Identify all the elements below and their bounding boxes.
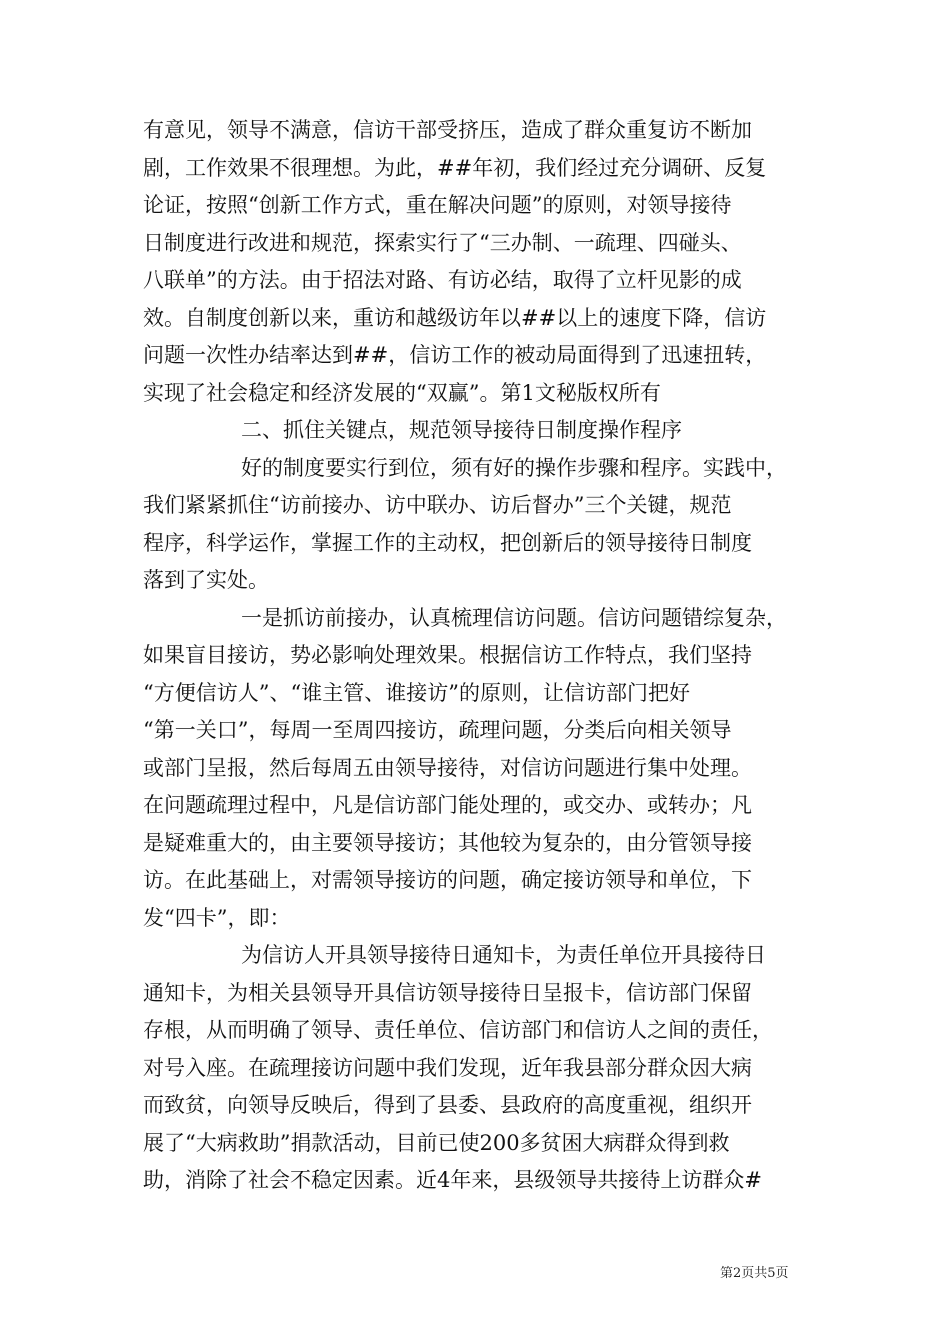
paragraph-line: 通知卡，为相关县领导开具信访领导接待日呈报卡，信访部门保留: [143, 980, 752, 1005]
text-line: 实现了社会稳定和经济发展的“双赢”。第1文秘版权所有: [143, 380, 661, 405]
paragraph-line: 落到了实处。: [143, 568, 269, 592]
paragraph-line: 访。在此基础上，对需领导接访的问题，确定接访领导和单位，下: [143, 868, 752, 892]
paragraph-line: 我们紧紧抓住“访前接办、访中联办、访后督办”三个关键，规范: [143, 493, 732, 517]
paragraph-line: 如果盲目接访，势必影响处理效果。根据信访工作特点，我们坚持: [143, 643, 752, 667]
paragraph-line: 对号入座。在疏理接访问题中我们发现，近年我县部分群众因大病: [143, 1055, 752, 1080]
paragraph-line: 在问题疏理过程中，凡是信访部门能处理的，或交办、或转办；凡: [143, 793, 752, 817]
paragraph-line: 展了“大病救助”捐款活动，目前已使200多贫困大病群众得到救: [143, 1130, 730, 1155]
paragraph-line: 发“四卡”，即：: [143, 905, 291, 930]
text-line: 八联单”的方法。由于招法对路、有访必结，取得了立杆见影的成: [143, 268, 742, 292]
text-line: 问题一次性办结率达到##，信访工作的被动局面得到了迅速扭转，: [143, 343, 767, 367]
paragraph-line: 好的制度要实行到位，须有好的操作步骤和程序。实践中，: [241, 455, 787, 480]
paragraph-line: 一是抓访前接办，认真梳理信访问题。信访问题错综复杂，: [241, 605, 787, 630]
paragraph-line: 助，消除了社会不稳定因素。近4年来，县级领导共接待上访群众#: [143, 1168, 762, 1192]
paragraph-line: 是疑难重大的，由主要领导接访；其他较为复杂的，由分管领导接: [143, 830, 752, 855]
document-body: [143, 112, 813, 1200]
paragraph-line: 而致贫，向领导反映后，得到了县委、县政府的高度重视，组织开: [143, 1093, 752, 1117]
paragraph-line: “第一关口”，每周一至周四接访，疏理问题，分类后向相关领导: [143, 718, 732, 742]
paragraph-line: 或部门呈报，然后每周五由领导接待，对信访问题进行集中处理。: [143, 755, 752, 780]
paragraph-line: “方便信访人”、“谁主管、谁接访”的原则，让信访部门把好: [143, 680, 690, 705]
text-line: 剧，工作效果不很理想。为此，##年初，我们经过充分调研、反复: [143, 155, 767, 180]
text-line: 有意见，领导不满意，信访干部受挤压，造成了群众重复访不断加: [143, 118, 752, 142]
text-line: 效。自制度创新以来，重访和越级访年以##以上的速度下降，信访: [143, 305, 767, 330]
text-line: 日制度进行改进和规范，探索实行了“三办制、一疏理、四碰头、: [143, 230, 742, 255]
paragraph-line: 为信访人开具领导接待日通知卡，为责任单位开具接待日: [241, 943, 766, 967]
section-heading: 二、抓住关键点，规范领导接待日制度操作程序: [241, 418, 682, 442]
text-line: 论证，按照“创新工作方式，重在解决问题”的原则，对领导接待: [143, 193, 732, 217]
paragraph-line: 存根，从而明确了领导、责任单位、信访部门和信访人之间的责任，: [143, 1018, 773, 1042]
paragraph-line: 程序，科学运作，掌握工作的主动权，把创新后的领导接待日制度: [143, 530, 752, 555]
page-number: 第2页共5页: [720, 1266, 789, 1281]
